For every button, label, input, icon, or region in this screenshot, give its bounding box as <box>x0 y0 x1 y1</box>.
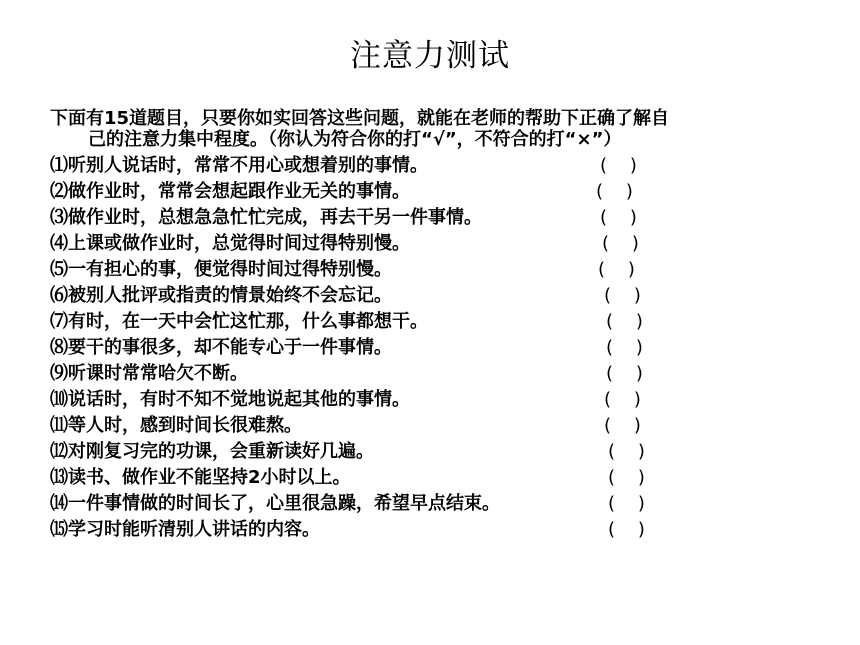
question-item <box>50 205 770 231</box>
question-text: ⑶做作业时，总想急急忙忙完成，再去干另一件事情。 <box>50 207 482 228</box>
answer-blank[interactable]: ( ) <box>608 519 645 540</box>
instructions <box>50 108 800 150</box>
question-text: ⑻要干的事很多，却不能专心于一件事情。 <box>50 337 392 358</box>
question-item <box>50 491 770 517</box>
question-item <box>50 283 770 309</box>
question-text: ⑺有时，在一天中会忙这忙那，什么事都想干。 <box>50 311 428 332</box>
page-title: 注意力测试 <box>350 38 510 74</box>
question-text: ⑼听课时常常哈欠不断。 <box>50 363 248 384</box>
answer-blank[interactable]: ( ) <box>600 155 637 176</box>
question-item <box>50 517 770 543</box>
instructions-line-1: 下面有15道题目，只要你如实回答这些问题，就能在老师的帮助下正确了解自 <box>50 108 670 129</box>
question-item <box>50 179 770 205</box>
answer-blank[interactable]: ( ) <box>604 389 641 410</box>
question-text: ⑵做作业时，常常会想起跟作业无关的事情。 <box>50 181 410 202</box>
answer-blank[interactable]: ( ) <box>608 441 645 462</box>
question-item <box>50 309 770 335</box>
answer-blank[interactable]: ( ) <box>602 233 639 254</box>
answer-blank[interactable]: ( ) <box>604 415 641 436</box>
instructions-line-2: 己的注意力集中程度。（你认为符合你的打“√”，不符合的打“×”） <box>88 129 622 150</box>
question-item <box>50 153 770 179</box>
answer-blank[interactable]: ( ) <box>596 181 633 202</box>
question-text: ⒀读书、做作业不能坚持2小时以上。 <box>50 467 351 488</box>
answer-blank[interactable]: ( ) <box>598 259 635 280</box>
question-text: ⑸一有担心的事，便觉得时间过得特别慢。 <box>50 259 392 280</box>
question-text: ⑴听别人说话时，常常不用心或想着别的事情。 <box>50 155 428 176</box>
answer-blank[interactable]: ( ) <box>608 493 645 514</box>
answer-blank[interactable]: ( ) <box>606 311 643 332</box>
answer-blank[interactable]: ( ) <box>600 207 637 228</box>
question-item <box>50 361 770 387</box>
question-text: ⑿对刚复习完的功课，会重新读好几遍。 <box>50 441 374 462</box>
question-item <box>50 439 770 465</box>
question-item <box>50 231 770 257</box>
question-item <box>50 257 770 283</box>
question-text: ⒂学习时能听清别人讲话的内容。 <box>50 519 320 540</box>
question-item <box>50 335 770 361</box>
question-text: ⑷上课或做作业时，总觉得时间过得特别慢。 <box>50 233 410 254</box>
question-text: ⑽说话时，有时不知不觉地说起其他的事情。 <box>50 389 410 410</box>
question-item <box>50 387 770 413</box>
answer-blank[interactable]: ( ) <box>604 285 641 306</box>
question-text: ⑾等人时，感到时间长很难熬。 <box>50 415 302 436</box>
answer-blank[interactable]: ( ) <box>606 337 643 358</box>
answer-blank[interactable]: ( ) <box>608 467 645 488</box>
question-item <box>50 465 770 491</box>
question-list <box>50 153 770 543</box>
question-item <box>50 413 770 439</box>
question-text: ⒁一件事情做的时间长了，心里很急躁，希望早点结束。 <box>50 493 500 514</box>
question-text: ⑹被别人批评或指责的情景始终不会忘记。 <box>50 285 392 306</box>
answer-blank[interactable]: ( ) <box>606 363 643 384</box>
